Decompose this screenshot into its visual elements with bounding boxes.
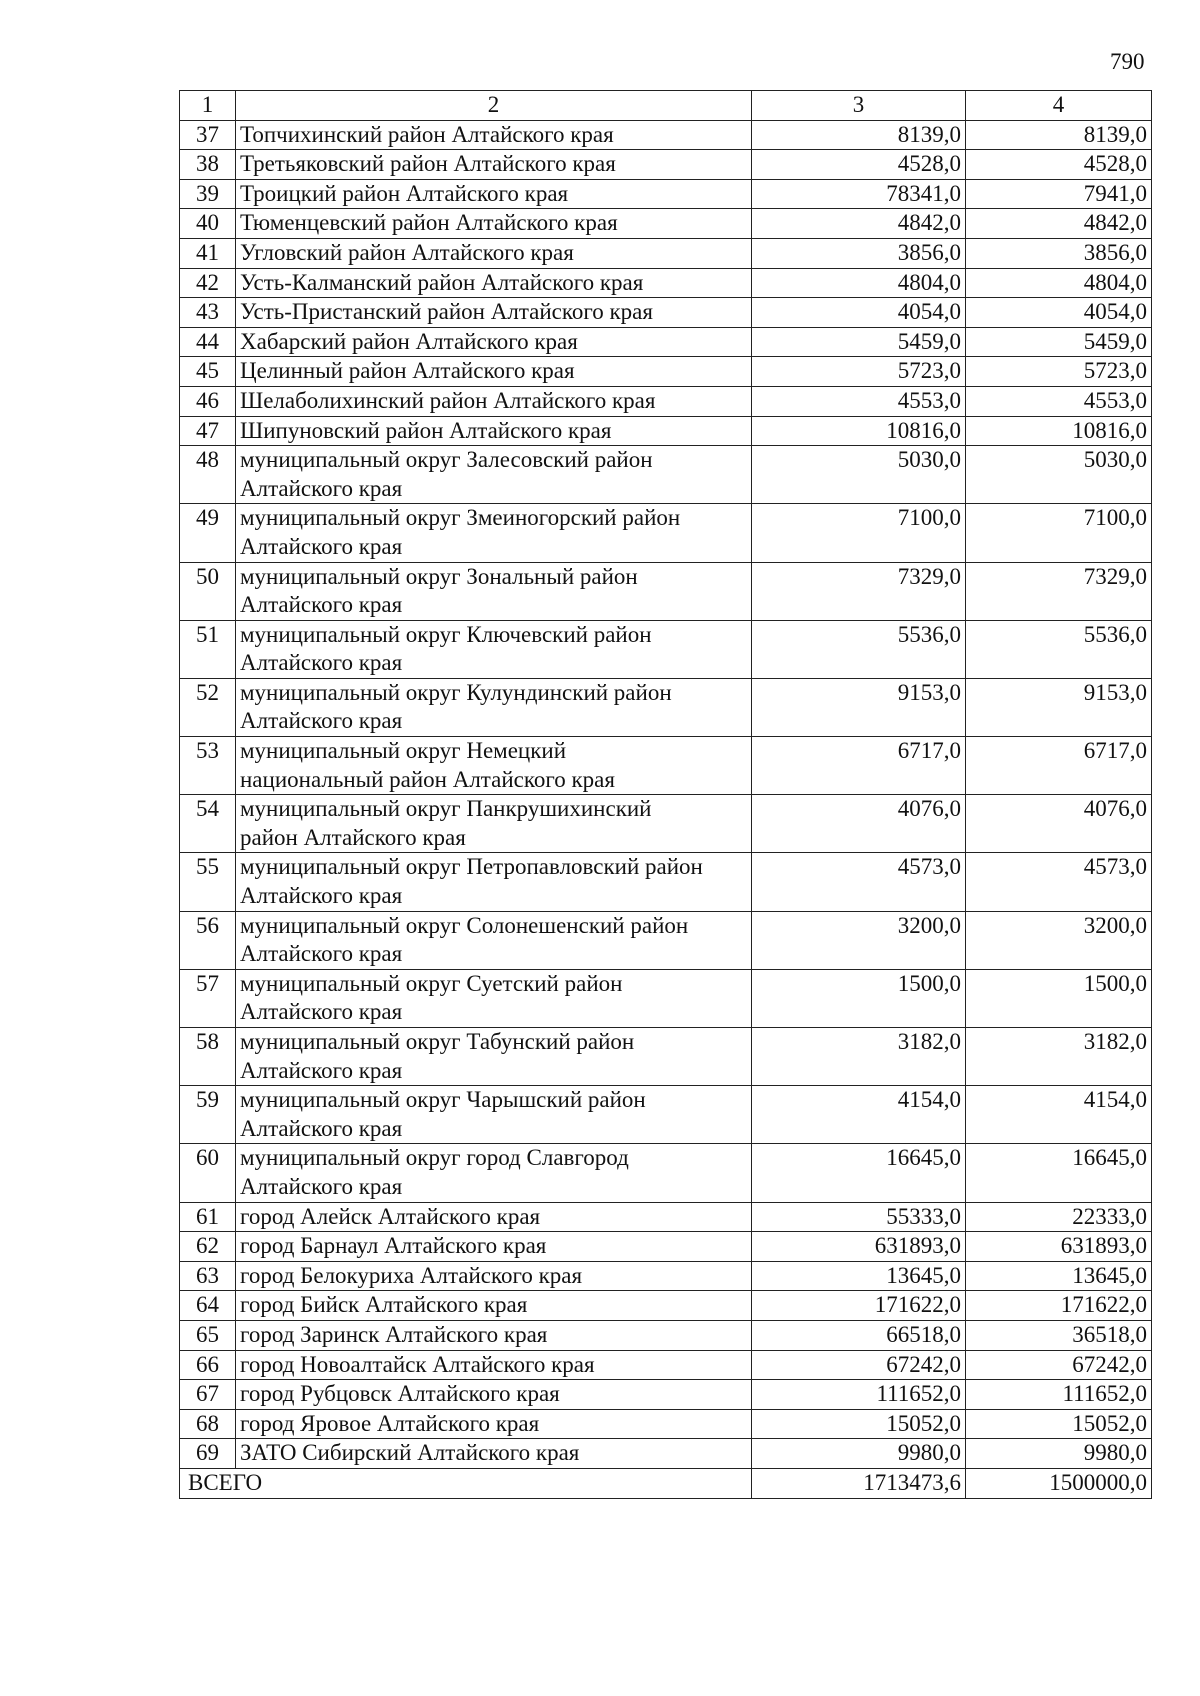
row-value-col3: 10816,0 [752, 416, 966, 446]
row-name-line: район Алтайского края [240, 824, 466, 850]
row-name [236, 1409, 752, 1439]
table-row [180, 327, 1152, 357]
row-value-col4: 22333,0 [966, 1202, 1152, 1232]
row-value-col4: 4804,0 [966, 268, 1152, 298]
row-name [236, 416, 752, 446]
row-name [236, 1028, 752, 1086]
row-value-col4: 7329,0 [966, 562, 1152, 620]
row-number: 46 [180, 386, 236, 416]
total-value-col4: 1500000,0 [966, 1468, 1152, 1498]
table-row [180, 1144, 1152, 1202]
row-value-col3: 5723,0 [752, 357, 966, 387]
total-value-col3: 1713473,6 [752, 1468, 966, 1498]
row-name-line: муниципальный округ Солонешенский район [240, 912, 689, 938]
row-number: 51 [180, 620, 236, 678]
row-value-col4: 6717,0 [966, 737, 1152, 795]
row-name-line: муниципальный округ Зональный район [240, 563, 638, 589]
row-value-col3: 4054,0 [752, 298, 966, 328]
table-row [180, 416, 1152, 446]
row-name [236, 268, 752, 298]
row-number: 64 [180, 1291, 236, 1321]
row-name [236, 386, 752, 416]
row-name-line: город Рубцовск Алтайского края [240, 1381, 560, 1407]
row-value-col3: 9980,0 [752, 1439, 966, 1469]
row-number: 50 [180, 562, 236, 620]
row-value-col3: 67242,0 [752, 1350, 966, 1380]
table-row [180, 1261, 1152, 1291]
table-row [180, 268, 1152, 298]
row-number: 61 [180, 1202, 236, 1232]
page-number: 790 [1110, 49, 1145, 74]
row-name-line: Усть-Калманский район Алтайского края [240, 269, 644, 295]
row-value-col3: 4528,0 [752, 150, 966, 180]
row-value-col4: 111652,0 [966, 1380, 1152, 1410]
row-value-col4: 4054,0 [966, 298, 1152, 328]
row-name-line: Алтайского края [240, 708, 403, 734]
row-name [236, 357, 752, 387]
table-row [180, 1350, 1152, 1380]
row-number: 58 [180, 1028, 236, 1086]
row-number: 43 [180, 298, 236, 328]
row-value-col3: 9153,0 [752, 678, 966, 736]
row-name [236, 562, 752, 620]
row-number: 59 [180, 1086, 236, 1144]
row-name-line: Алтайского края [240, 1057, 403, 1083]
table-row [180, 1291, 1152, 1321]
row-name [236, 1144, 752, 1202]
row-name-line: муниципальный округ Петропавловский район [240, 854, 703, 880]
row-number: 49 [180, 504, 236, 562]
row-name-line: город Белокуриха Алтайского края [240, 1262, 583, 1288]
row-name-line: муниципальный округ Табунский район [240, 1029, 635, 1054]
row-name-line: Третьяковский район Алтайского края [240, 151, 616, 177]
row-number: 62 [180, 1232, 236, 1262]
row-name [236, 1380, 752, 1410]
table-row [180, 386, 1152, 416]
row-value-col4: 10816,0 [966, 416, 1152, 446]
header-cell-1: 1 [180, 91, 236, 121]
row-value-col4: 4154,0 [966, 1086, 1152, 1144]
row-number: 52 [180, 678, 236, 736]
row-number: 44 [180, 327, 236, 357]
row-value-col4: 5723,0 [966, 357, 1152, 387]
total-label: ВСЕГО [180, 1468, 752, 1498]
table-row [180, 911, 1152, 969]
row-name-line: Угловский район Алтайского края [240, 239, 574, 265]
row-number: 68 [180, 1409, 236, 1439]
table-row [180, 562, 1152, 620]
row-name [236, 737, 752, 795]
row-value-col3: 15052,0 [752, 1409, 966, 1439]
row-name-line: Усть-Пристанский район Алтайского края [240, 299, 653, 325]
row-name-line: муниципальный округ Залесовский район [240, 447, 653, 473]
row-number: 57 [180, 969, 236, 1027]
table-row [180, 120, 1152, 150]
row-name-line: Целинный район Алтайского края [240, 358, 575, 384]
row-value-col3: 3200,0 [752, 911, 966, 969]
row-name-line: муниципальный округ Чарышский район [240, 1087, 646, 1113]
row-value-col4: 5536,0 [966, 620, 1152, 678]
row-value-col3: 1500,0 [752, 969, 966, 1027]
table-row [180, 853, 1152, 911]
table-row [180, 737, 1152, 795]
row-number: 53 [180, 737, 236, 795]
header-cell-3: 3 [752, 91, 966, 121]
row-name [236, 446, 752, 504]
row-name-line: муниципальный округ Суетский район [240, 970, 623, 996]
row-value-col4: 4553,0 [966, 386, 1152, 416]
row-name-line: Хабарский район Алтайского края [240, 328, 578, 354]
row-name-line: Тюменцевский район Алтайского края [240, 210, 618, 236]
row-number: 42 [180, 268, 236, 298]
row-name-line: Алтайского края [240, 999, 403, 1025]
row-value-col4: 4842,0 [966, 209, 1152, 239]
row-value-col3: 16645,0 [752, 1144, 966, 1202]
table-row [180, 620, 1152, 678]
row-name [236, 298, 752, 328]
row-name [236, 678, 752, 736]
table-row [180, 678, 1152, 736]
row-value-col3: 4154,0 [752, 1086, 966, 1144]
row-value-col3: 7329,0 [752, 562, 966, 620]
row-name-line: Алтайского края [240, 941, 403, 967]
row-name [236, 1261, 752, 1291]
row-value-col4: 9980,0 [966, 1439, 1152, 1469]
table-row [180, 504, 1152, 562]
row-value-col3: 66518,0 [752, 1320, 966, 1350]
table-row [180, 209, 1152, 239]
table-row [180, 795, 1152, 853]
row-number: 38 [180, 150, 236, 180]
table-row [180, 179, 1152, 209]
row-name [236, 120, 752, 150]
header-cell-4: 4 [966, 91, 1152, 121]
row-name-line: город Заринск Алтайского края [240, 1321, 548, 1347]
row-name [236, 853, 752, 911]
table-row [180, 150, 1152, 180]
row-name-line: Алтайского края [240, 533, 403, 559]
row-number: 54 [180, 795, 236, 853]
table-row [180, 298, 1152, 328]
row-value-col3: 3182,0 [752, 1028, 966, 1086]
row-number: 69 [180, 1439, 236, 1469]
table-row [180, 1202, 1152, 1232]
row-name-line: город Яровое Алтайского края [240, 1410, 540, 1436]
row-name-line: город Алейск Алтайского края [240, 1203, 541, 1229]
table-row [180, 238, 1152, 268]
table-row [180, 1380, 1152, 1410]
row-name-line: Алтайского края [240, 475, 403, 501]
table-row [180, 1439, 1152, 1469]
row-name-line: Шелаболихинский район Алтайского края [240, 387, 656, 413]
row-value-col4: 36518,0 [966, 1320, 1152, 1350]
row-name [236, 795, 752, 853]
row-value-col3: 7100,0 [752, 504, 966, 562]
row-name [236, 1202, 752, 1232]
table-row [180, 969, 1152, 1027]
row-name-line: муниципальный округ Панкрушихинский [240, 796, 652, 822]
table-row [180, 1409, 1152, 1439]
row-value-col3: 13645,0 [752, 1261, 966, 1291]
row-name [236, 209, 752, 239]
row-value-col3: 5030,0 [752, 446, 966, 504]
row-number: 45 [180, 357, 236, 387]
row-name [236, 327, 752, 357]
row-name-line: муниципальный округ Кулундинский район [240, 679, 672, 705]
table-row [180, 1086, 1152, 1144]
row-value-col3: 171622,0 [752, 1291, 966, 1321]
row-value-col4: 171622,0 [966, 1291, 1152, 1321]
row-value-col4: 3182,0 [966, 1028, 1152, 1086]
row-value-col4: 9153,0 [966, 678, 1152, 736]
row-number: 60 [180, 1144, 236, 1202]
row-value-col4: 3856,0 [966, 238, 1152, 268]
row-number: 39 [180, 179, 236, 209]
row-value-col3: 55333,0 [752, 1202, 966, 1232]
row-name-line: город Барнаул Алтайского края [240, 1233, 547, 1259]
row-name-line: ЗАТО Сибирский Алтайского края [240, 1440, 580, 1466]
row-number: 63 [180, 1261, 236, 1291]
row-number: 66 [180, 1350, 236, 1380]
row-name-line: муниципальный округ город Славгород [240, 1145, 629, 1171]
row-value-col4: 4528,0 [966, 150, 1152, 180]
row-value-col4: 5030,0 [966, 446, 1152, 504]
row-value-col3: 4842,0 [752, 209, 966, 239]
row-value-col3: 631893,0 [752, 1232, 966, 1262]
row-value-col3: 8139,0 [752, 120, 966, 150]
row-name [236, 1291, 752, 1321]
row-value-col4: 16645,0 [966, 1144, 1152, 1202]
row-name-line: Алтайского края [240, 883, 403, 909]
row-value-col4: 7941,0 [966, 179, 1152, 209]
row-name [236, 1086, 752, 1144]
row-value-col4: 5459,0 [966, 327, 1152, 357]
row-value-col3: 4573,0 [752, 853, 966, 911]
row-name [236, 238, 752, 268]
row-name [236, 1350, 752, 1380]
row-value-col3: 3856,0 [752, 238, 966, 268]
table-body [180, 91, 1152, 1499]
row-name [236, 1439, 752, 1469]
table-row [180, 446, 1152, 504]
row-value-col3: 4553,0 [752, 386, 966, 416]
table-row [180, 357, 1152, 387]
row-value-col3: 5459,0 [752, 327, 966, 357]
row-value-col4: 3200,0 [966, 911, 1152, 969]
row-name-line: национальный район Алтайского края [240, 766, 615, 792]
row-name-line: муниципальный округ Ключевский район [240, 621, 652, 647]
row-value-col4: 7100,0 [966, 504, 1152, 562]
row-name [236, 1320, 752, 1350]
row-name [236, 969, 752, 1027]
row-value-col3: 5536,0 [752, 620, 966, 678]
row-name [236, 504, 752, 562]
row-name-line: муниципальный округ Змеиногорский район [240, 505, 681, 531]
row-value-col4: 4076,0 [966, 795, 1152, 853]
total-row [180, 1468, 1152, 1498]
table-row [180, 1232, 1152, 1262]
row-number: 47 [180, 416, 236, 446]
table-row [180, 1320, 1152, 1350]
row-number: 48 [180, 446, 236, 504]
row-value-col4: 67242,0 [966, 1350, 1152, 1380]
row-name [236, 150, 752, 180]
row-name-line: город Новоалтайск Алтайского края [240, 1351, 595, 1377]
row-value-col4: 631893,0 [966, 1232, 1152, 1262]
table-header-row [180, 91, 1152, 121]
row-value-col3: 4804,0 [752, 268, 966, 298]
row-number: 55 [180, 853, 236, 911]
row-value-col3: 4076,0 [752, 795, 966, 853]
row-name-line: Алтайского края [240, 1173, 403, 1199]
row-number: 37 [180, 120, 236, 150]
row-name [236, 620, 752, 678]
row-value-col4: 8139,0 [966, 120, 1152, 150]
allocation-table [179, 90, 1152, 1499]
header-cell-2: 2 [236, 91, 752, 121]
row-value-col3: 6717,0 [752, 737, 966, 795]
row-name [236, 179, 752, 209]
row-name-line: Алтайского края [240, 1115, 403, 1141]
row-name-line: Троицкий район Алтайского края [240, 180, 569, 206]
row-name-line: Алтайского края [240, 650, 403, 676]
row-number: 67 [180, 1380, 236, 1410]
row-name-line: Шипуновский район Алтайского края [240, 417, 612, 443]
row-name-line: город Бийск Алтайского края [240, 1292, 528, 1318]
row-number: 65 [180, 1320, 236, 1350]
row-name [236, 1232, 752, 1262]
row-value-col3: 111652,0 [752, 1380, 966, 1410]
row-name-line: Топчихинский район Алтайского края [240, 121, 614, 147]
row-value-col4: 1500,0 [966, 969, 1152, 1027]
row-name [236, 911, 752, 969]
row-value-col4: 13645,0 [966, 1261, 1152, 1291]
row-number: 40 [180, 209, 236, 239]
row-value-col4: 4573,0 [966, 853, 1152, 911]
row-number: 41 [180, 238, 236, 268]
row-number: 56 [180, 911, 236, 969]
table-row [180, 1028, 1152, 1086]
row-value-col4: 15052,0 [966, 1409, 1152, 1439]
row-name-line: муниципальный округ Немецкий [240, 738, 567, 764]
row-value-col3: 78341,0 [752, 179, 966, 209]
row-name-line: Алтайского края [240, 592, 403, 618]
